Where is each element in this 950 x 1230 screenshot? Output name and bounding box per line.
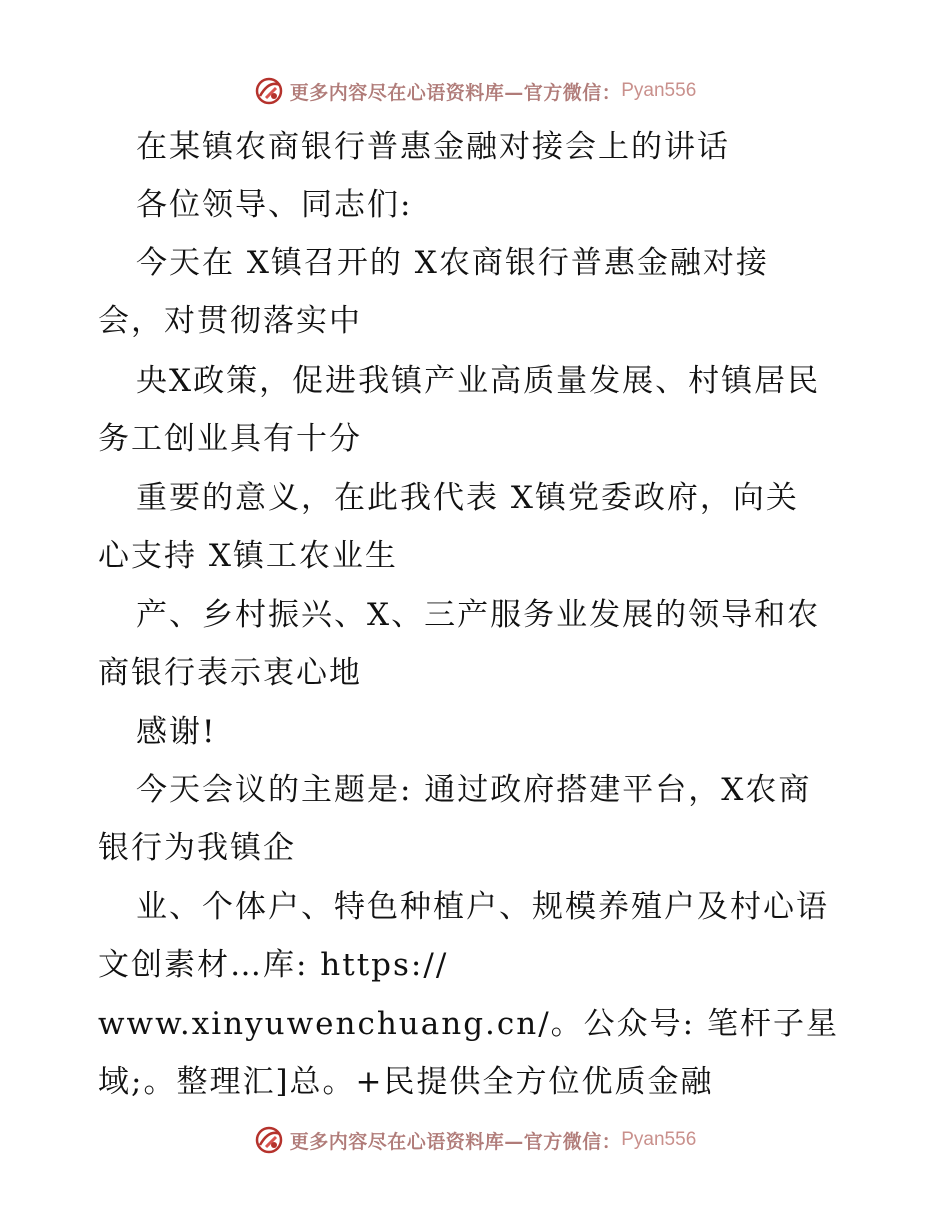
text-line: 产、乡村振兴、X、三产服务业发展的领导和农 <box>136 597 821 633</box>
text-line: 重要的意义，在此我代表 X镇党委政府，向关 <box>136 480 799 516</box>
logo-icon <box>254 76 284 106</box>
wechat-id: Pyan556 <box>621 1129 697 1150</box>
text-line: 心支持 X镇工农业生 <box>98 538 398 574</box>
banner-text: 更多内容尽在心语资料库—官方微信： <box>289 81 622 104</box>
text-line: 务工创业具有十分 <box>98 421 362 457</box>
text-line: 央X政策，促进我镇产业高质量发展、村镇居民 <box>136 363 821 399</box>
text-line: 会，对贯彻落实中 <box>98 303 362 339</box>
banner-text: 更多内容尽在心语资料库—官方微信： <box>289 1130 622 1153</box>
footer-watermark-banner <box>0 1120 950 1160</box>
text-line: 今天会议的主题是: 通过政府搭建平台，X农商 <box>136 772 812 808</box>
text-line: 感谢! <box>136 714 217 750</box>
text-line: 今天在 X镇召开的 X农商银行普惠金融对接 <box>136 245 769 281</box>
text-line: 文创素材…库: https:// <box>98 947 449 983</box>
header-watermark-banner <box>0 71 950 111</box>
wechat-id: Pyan556 <box>621 80 697 101</box>
text-line: 银行为我镇企 <box>98 830 296 866</box>
logo-icon <box>254 1125 284 1155</box>
text-line: www.xinyuwenchuang.cn/。公众号: 笔杆子星 <box>98 1006 839 1042</box>
document-title: 在某镇农商银行普惠金融对接会上的讲话 <box>136 129 730 165</box>
text-line: 各位领导、同志们: <box>136 187 413 223</box>
text-line: 商银行表示衷心地 <box>98 655 362 691</box>
text-line: 业、个体户、特色种植户、规模养殖户及村心语 <box>136 889 829 925</box>
text-line: 域;。整理汇]总。+民提供全方位优质金融 <box>98 1064 714 1100</box>
